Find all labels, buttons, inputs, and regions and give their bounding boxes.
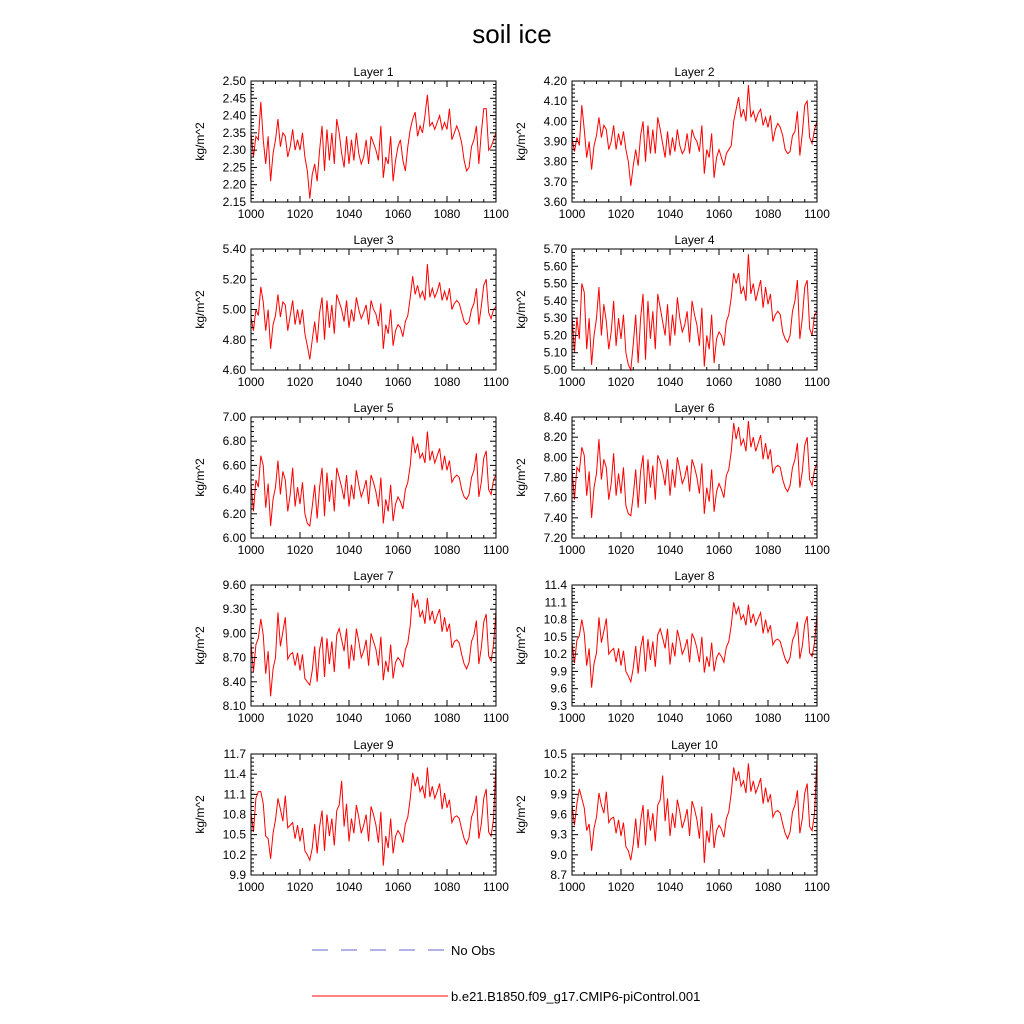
y-tick-label-layer-10: 8.7 xyxy=(550,868,567,882)
x-tick-label-layer-8: 1040 xyxy=(656,711,684,725)
plot-frame-layer-2 xyxy=(572,81,817,202)
x-tick-label-layer-3: 1000 xyxy=(237,375,265,389)
x-tick-label-layer-1: 1060 xyxy=(384,207,412,221)
x-tick-label-layer-7: 1060 xyxy=(384,711,412,725)
figure-title: soil ice xyxy=(472,19,552,49)
y-tick-label-layer-8: 11.4 xyxy=(544,578,567,592)
y-tick-label-layer-4: 5.70 xyxy=(543,242,567,256)
y-tick-label-layer-2: 3.60 xyxy=(543,195,567,209)
x-tick-label-layer-9: 1080 xyxy=(433,880,461,894)
x-tick-label-layer-6: 1060 xyxy=(705,543,733,557)
x-tick-label-layer-2: 1100 xyxy=(804,207,830,221)
panel-title-layer-10: Layer 10 xyxy=(671,738,718,752)
y-tick-label-layer-5: 6.60 xyxy=(222,458,246,473)
y-tick-label-layer-3: 5.20 xyxy=(222,272,246,287)
panel-title-layer-9: Layer 9 xyxy=(353,738,394,752)
x-tick-label-layer-8: 1060 xyxy=(705,711,733,725)
y-tick-label-layer-2: 3.90 xyxy=(543,134,567,149)
y-axis-label-layer-1: kg/m^2 xyxy=(193,122,207,161)
x-tick-label-layer-10: 1080 xyxy=(754,880,782,894)
y-tick-label-layer-4: 5.50 xyxy=(543,276,567,291)
y-tick-label-layer-8: 9.9 xyxy=(550,664,567,679)
x-tick-label-layer-2: 1060 xyxy=(705,207,733,221)
y-tick-label-layer-3: 5.40 xyxy=(222,242,246,256)
series-line-layer-8 xyxy=(572,602,817,687)
x-tick-label-layer-3: 1080 xyxy=(433,375,461,389)
panel-layer-2 xyxy=(514,65,830,221)
y-tick-label-layer-5: 7.00 xyxy=(222,410,246,424)
y-tick-label-layer-1: 2.30 xyxy=(222,143,246,158)
y-tick-label-layer-4: 5.10 xyxy=(543,345,567,360)
y-tick-label-layer-3: 4.80 xyxy=(222,332,246,347)
plot-frame-layer-7 xyxy=(251,585,496,706)
x-tick-label-layer-2: 1040 xyxy=(656,207,684,221)
y-tick-label-layer-2: 4.20 xyxy=(543,74,567,88)
panel-title-layer-3: Layer 3 xyxy=(353,233,394,247)
panel-layer-9 xyxy=(193,738,509,894)
y-tick-label-layer-10: 9.6 xyxy=(550,807,567,822)
panel-layer-5 xyxy=(193,401,509,557)
legend xyxy=(312,943,700,1004)
plot-frame-layer-1 xyxy=(251,81,496,202)
x-tick-label-layer-8: 1020 xyxy=(607,711,635,725)
y-tick-label-layer-4: 5.20 xyxy=(543,328,567,343)
panel-title-layer-5: Layer 5 xyxy=(353,401,394,415)
x-tick-label-layer-1: 1080 xyxy=(433,207,461,221)
y-axis-label-layer-8: kg/m^2 xyxy=(514,626,528,665)
y-tick-label-layer-7: 8.40 xyxy=(222,674,246,689)
y-tick-label-layer-4: 5.00 xyxy=(543,363,567,377)
panel-layer-8 xyxy=(514,569,830,725)
y-tick-label-layer-7: 9.30 xyxy=(222,602,246,617)
x-tick-label-layer-3: 1040 xyxy=(335,375,363,389)
x-tick-label-layer-2: 1000 xyxy=(558,207,586,221)
y-tick-label-layer-10: 9.0 xyxy=(550,847,567,862)
y-tick-label-layer-8: 9.3 xyxy=(550,699,567,713)
y-axis-label-layer-5: kg/m^2 xyxy=(193,458,207,497)
y-tick-label-layer-9: 9.9 xyxy=(229,868,246,882)
y-tick-label-layer-6: 8.20 xyxy=(543,430,567,445)
panel-layer-3 xyxy=(193,233,509,389)
y-axis-label-layer-6: kg/m^2 xyxy=(514,458,528,497)
y-tick-label-layer-7: 8.10 xyxy=(222,699,246,713)
y-tick-label-layer-2: 3.80 xyxy=(543,154,567,169)
y-tick-label-layer-8: 10.8 xyxy=(543,612,567,627)
y-axis-label-layer-7: kg/m^2 xyxy=(193,626,207,665)
y-axis-label-layer-9: kg/m^2 xyxy=(193,795,207,834)
x-tick-label-layer-5: 1080 xyxy=(433,543,461,557)
x-tick-label-layer-4: 1040 xyxy=(656,375,684,389)
y-tick-label-layer-3: 4.60 xyxy=(222,363,246,377)
x-tick-label-layer-5: 1060 xyxy=(384,543,412,557)
x-tick-label-layer-6: 1080 xyxy=(754,543,782,557)
x-tick-label-layer-8: 1000 xyxy=(558,711,586,725)
plot-frame-layer-8 xyxy=(572,585,817,706)
x-tick-label-layer-10: 1020 xyxy=(607,880,635,894)
y-tick-label-layer-2: 3.70 xyxy=(543,174,567,189)
y-tick-label-layer-5: 6.40 xyxy=(222,482,246,497)
y-tick-label-layer-1: 2.25 xyxy=(222,160,246,175)
series-line-layer-1 xyxy=(251,95,496,199)
panel-title-layer-8: Layer 8 xyxy=(674,569,715,583)
x-tick-label-layer-10: 1100 xyxy=(804,880,830,894)
y-tick-label-layer-5: 6.80 xyxy=(222,434,246,449)
x-tick-label-layer-7: 1020 xyxy=(286,711,314,725)
y-tick-label-layer-8: 11.1 xyxy=(544,595,567,610)
series-line-layer-5 xyxy=(251,432,496,526)
y-tick-label-layer-1: 2.20 xyxy=(222,177,246,192)
panel-layer-1 xyxy=(193,65,509,221)
x-tick-label-layer-9: 1020 xyxy=(286,880,314,894)
x-tick-label-layer-1: 1040 xyxy=(335,207,363,221)
panel-title-layer-2: Layer 2 xyxy=(674,65,715,79)
x-tick-label-layer-9: 1040 xyxy=(335,880,363,894)
y-tick-label-layer-4: 5.40 xyxy=(543,293,567,308)
y-axis-label-layer-10: kg/m^2 xyxy=(514,795,528,834)
x-tick-label-layer-1: 1020 xyxy=(286,207,314,221)
y-tick-label-layer-8: 10.2 xyxy=(543,647,567,662)
x-tick-label-layer-10: 1000 xyxy=(558,880,586,894)
x-tick-label-layer-1: 1000 xyxy=(237,207,265,221)
y-tick-label-layer-2: 4.00 xyxy=(543,114,567,129)
x-tick-label-layer-3: 1020 xyxy=(286,375,314,389)
x-tick-label-layer-7: 1040 xyxy=(335,711,363,725)
y-tick-label-layer-1: 2.40 xyxy=(222,108,246,123)
series-line-layer-3 xyxy=(251,264,496,359)
x-tick-label-layer-7: 1100 xyxy=(483,711,509,725)
x-tick-label-layer-5: 1020 xyxy=(286,543,314,557)
x-tick-label-layer-10: 1040 xyxy=(656,880,684,894)
x-tick-label-layer-4: 1100 xyxy=(804,375,830,389)
y-tick-label-layer-10: 9.3 xyxy=(550,827,567,842)
x-tick-label-layer-3: 1060 xyxy=(384,375,412,389)
x-tick-label-layer-4: 1080 xyxy=(754,375,782,389)
y-tick-label-layer-8: 10.5 xyxy=(543,629,567,644)
y-tick-label-layer-1: 2.45 xyxy=(222,91,246,106)
y-tick-label-layer-9: 10.8 xyxy=(222,807,246,822)
x-tick-label-layer-8: 1080 xyxy=(754,711,782,725)
x-tick-label-layer-7: 1000 xyxy=(237,711,265,725)
y-axis-label-layer-3: kg/m^2 xyxy=(193,290,207,329)
panel-layer-7 xyxy=(193,569,509,725)
y-tick-label-layer-6: 7.60 xyxy=(543,490,567,505)
y-tick-label-layer-7: 9.60 xyxy=(222,578,246,592)
y-tick-label-layer-4: 5.60 xyxy=(543,259,567,274)
y-tick-label-layer-10: 10.5 xyxy=(543,747,567,761)
x-tick-label-layer-10: 1060 xyxy=(705,880,733,894)
series-line-layer-2 xyxy=(572,85,817,186)
x-tick-label-layer-6: 1100 xyxy=(804,543,830,557)
plot-frame-layer-6 xyxy=(572,417,817,538)
series-line-layer-6 xyxy=(572,421,817,518)
panel-title-layer-7: Layer 7 xyxy=(353,569,394,583)
plot-frame-layer-4 xyxy=(572,249,817,370)
y-tick-label-layer-8: 9.6 xyxy=(550,681,567,696)
y-tick-label-layer-10: 10.2 xyxy=(543,767,567,782)
x-tick-label-layer-4: 1020 xyxy=(607,375,635,389)
y-tick-label-layer-9: 10.2 xyxy=(222,847,246,862)
panel-layer-4 xyxy=(514,233,830,389)
y-tick-label-layer-5: 6.00 xyxy=(222,531,246,545)
y-axis-label-layer-2: kg/m^2 xyxy=(514,122,528,161)
panel-layer-10 xyxy=(514,738,830,894)
y-tick-label-layer-6: 8.40 xyxy=(543,410,567,424)
legend-label-no-obs: No Obs xyxy=(451,943,496,958)
y-tick-label-layer-10: 9.9 xyxy=(550,787,567,802)
y-tick-label-layer-4: 5.30 xyxy=(543,311,567,326)
y-tick-label-layer-2: 4.10 xyxy=(543,94,567,109)
x-tick-label-layer-5: 1100 xyxy=(483,543,509,557)
x-tick-label-layer-5: 1000 xyxy=(237,543,265,557)
x-tick-label-layer-3: 1100 xyxy=(483,375,509,389)
y-tick-label-layer-6: 7.40 xyxy=(543,510,567,525)
y-tick-label-layer-9: 11.7 xyxy=(223,747,246,761)
x-tick-label-layer-8: 1100 xyxy=(804,711,830,725)
x-tick-label-layer-4: 1060 xyxy=(705,375,733,389)
x-tick-label-layer-2: 1020 xyxy=(607,207,635,221)
y-tick-label-layer-9: 11.1 xyxy=(223,787,246,802)
series-line-layer-9 xyxy=(251,763,496,865)
x-tick-label-layer-4: 1000 xyxy=(558,375,586,389)
y-tick-label-layer-6: 7.80 xyxy=(543,470,567,485)
x-tick-label-layer-9: 1060 xyxy=(384,880,412,894)
y-tick-label-layer-9: 10.5 xyxy=(222,827,246,842)
y-tick-label-layer-7: 8.70 xyxy=(222,650,246,665)
y-tick-label-layer-7: 9.00 xyxy=(222,626,246,641)
x-tick-label-layer-9: 1000 xyxy=(237,880,265,894)
series-line-layer-4 xyxy=(572,254,817,370)
panel-title-layer-1: Layer 1 xyxy=(353,65,394,79)
series-line-layer-10 xyxy=(572,758,817,863)
panels-container xyxy=(193,65,830,894)
x-tick-label-layer-7: 1080 xyxy=(433,711,461,725)
x-tick-label-layer-9: 1100 xyxy=(483,880,509,894)
y-tick-label-layer-9: 11.4 xyxy=(223,767,246,782)
y-tick-label-layer-1: 2.15 xyxy=(222,195,246,209)
x-tick-label-layer-6: 1020 xyxy=(607,543,635,557)
panel-layer-6 xyxy=(514,401,830,557)
x-tick-label-layer-2: 1080 xyxy=(754,207,782,221)
x-tick-label-layer-6: 1040 xyxy=(656,543,684,557)
y-tick-label-layer-1: 2.35 xyxy=(222,125,246,140)
x-tick-label-layer-5: 1040 xyxy=(335,543,363,557)
x-tick-label-layer-1: 1100 xyxy=(483,207,509,221)
y-axis-label-layer-4: kg/m^2 xyxy=(514,290,528,329)
panel-title-layer-6: Layer 6 xyxy=(674,401,715,415)
legend-label-model: b.e21.B1850.f09_g17.CMIP6-piControl.001 xyxy=(451,989,701,1004)
panel-title-layer-4: Layer 4 xyxy=(674,233,715,247)
y-tick-label-layer-1: 2.50 xyxy=(222,74,246,88)
series-line-layer-7 xyxy=(251,593,496,696)
y-tick-label-layer-6: 8.00 xyxy=(543,450,567,465)
y-tick-label-layer-6: 7.20 xyxy=(543,531,567,545)
y-tick-label-layer-5: 6.20 xyxy=(222,506,246,521)
y-tick-label-layer-3: 5.00 xyxy=(222,302,246,317)
x-tick-label-layer-6: 1000 xyxy=(558,543,586,557)
